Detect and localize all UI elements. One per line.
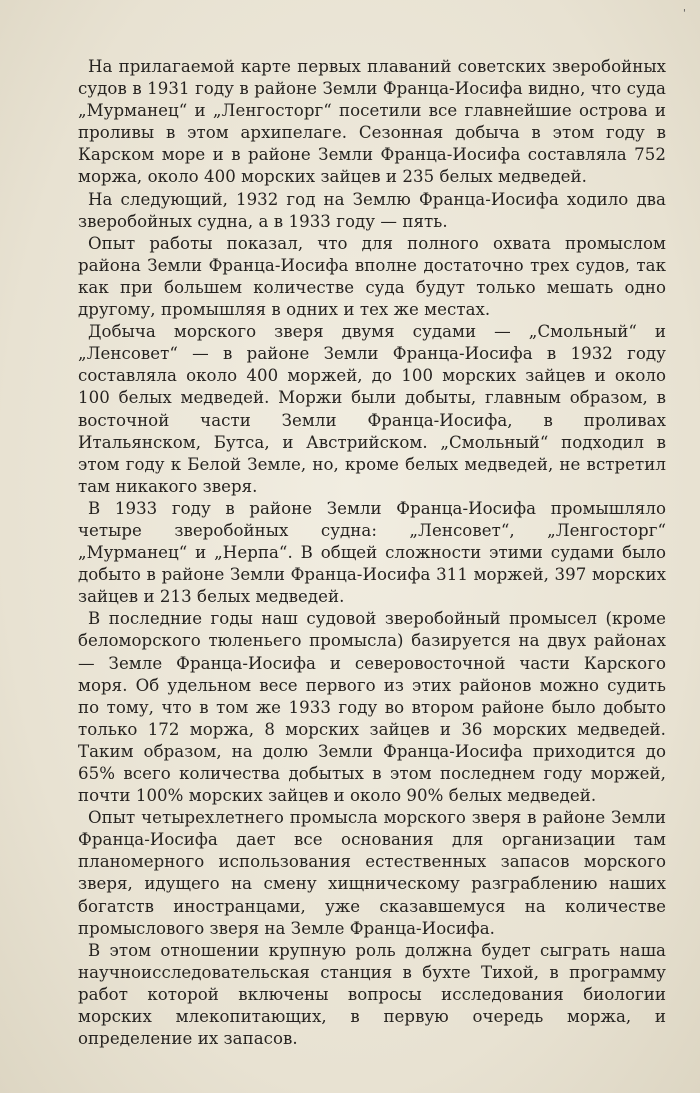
- paragraph-4: Добыча морского зверя двумя судами — „Смольный“ и „Ленсовет“ — в районе Земли Франца-Иосифа в 1932 году составляла около 400 моржей, до 100 морских зайцев и около 100 белых медведей. Моржи были добыты, главным образом, в восточной части Земли Франца-Иосифа, в проливах Итальянском, Бутса, и Австрийском. „Смольный“ подходил в этом году к Белой Земле, но, кроме белых медведей, не встретил там никакого зверя.: [78, 322, 666, 496]
- paragraph-2: На следующий, 1932 год на Землю Франца-Иосифа ходило два зверобойных судна, а в 1933 году — пять.: [78, 189, 666, 231]
- paragraph-3: Опыт работы показал, что для полного охвата промыслом района Земли Франца-Иосифа вполне достаточно трех судов, так как при большем количестве суда будут только мешать одно другому, промышляя в одних и тех же местах.: [78, 233, 666, 320]
- paragraph-1: На прилагаемой карте первых плаваний советских зверобойных судов в 1931 году в районе Земли Франца-Иосифа видно, что суда „Мурманец“ и „Ленгосторг“ посетили все главнейшие острова и проливы в этом архипелаге. Сезонная добыча в этом году в Карском море и в районе Земли Франца-Иосифа составляла 752 моржа, около 400 морских зайцев и 235 белых медведей.: [78, 57, 666, 187]
- paragraph-8: В этом отношении крупную роль должна будет сыграть наша научноисследовательская станция в бухте Тихой, в программу работ которой включены вопросы исследования биологии морских млекопитающих, в первую очередь моржа, и определение их запасов.: [78, 940, 666, 1049]
- paragraph-5: В 1933 году в районе Земли Франца-Иосифа промышляло четыре зверобойных судна: „Ленсовет“, „Ленгосторг“ „Мурманец“ и „Нерпа“. В общей сложности этими судами было добыто в районе Земли Франца-Иосифа 311 моржей, 397 морских зайцев и 213 белых медведей.: [78, 498, 666, 607]
- page-edge-mark: ': [683, 8, 686, 19]
- body-text: [78, 56, 666, 1050]
- paragraph-6: В последние годы наш судовой зверобойный промысел (кроме беломорского тюленьего промысла) базируется на двух районах — Земле Франца-Иосифа и северовосточной части Карского моря. Об удельном весе первого из этих районов можно судить по тому, что в том же 1933 году во втором районе было добыто только 172 моржа, 8 морских зайцев и 36 морских медведей. Таким образом, на долю Земли Франца-Иосифа приходится до 65% всего количества добытых в этом последнем году моржей, почти 100% морских зайцев и около 90% белых медведей.: [78, 609, 666, 806]
- paragraph-7: Опыт четырехлетнего промысла морского зверя в районе Земли Франца-Иосифа дает все основания для организации там планомерного использования естественных запасов морского зверя, идущего на смену хищническому разграблению наших богатств иностранцами, уже сказавшемуся на количестве промыслового зверя на Земле Франца-Иосифа.: [78, 808, 666, 938]
